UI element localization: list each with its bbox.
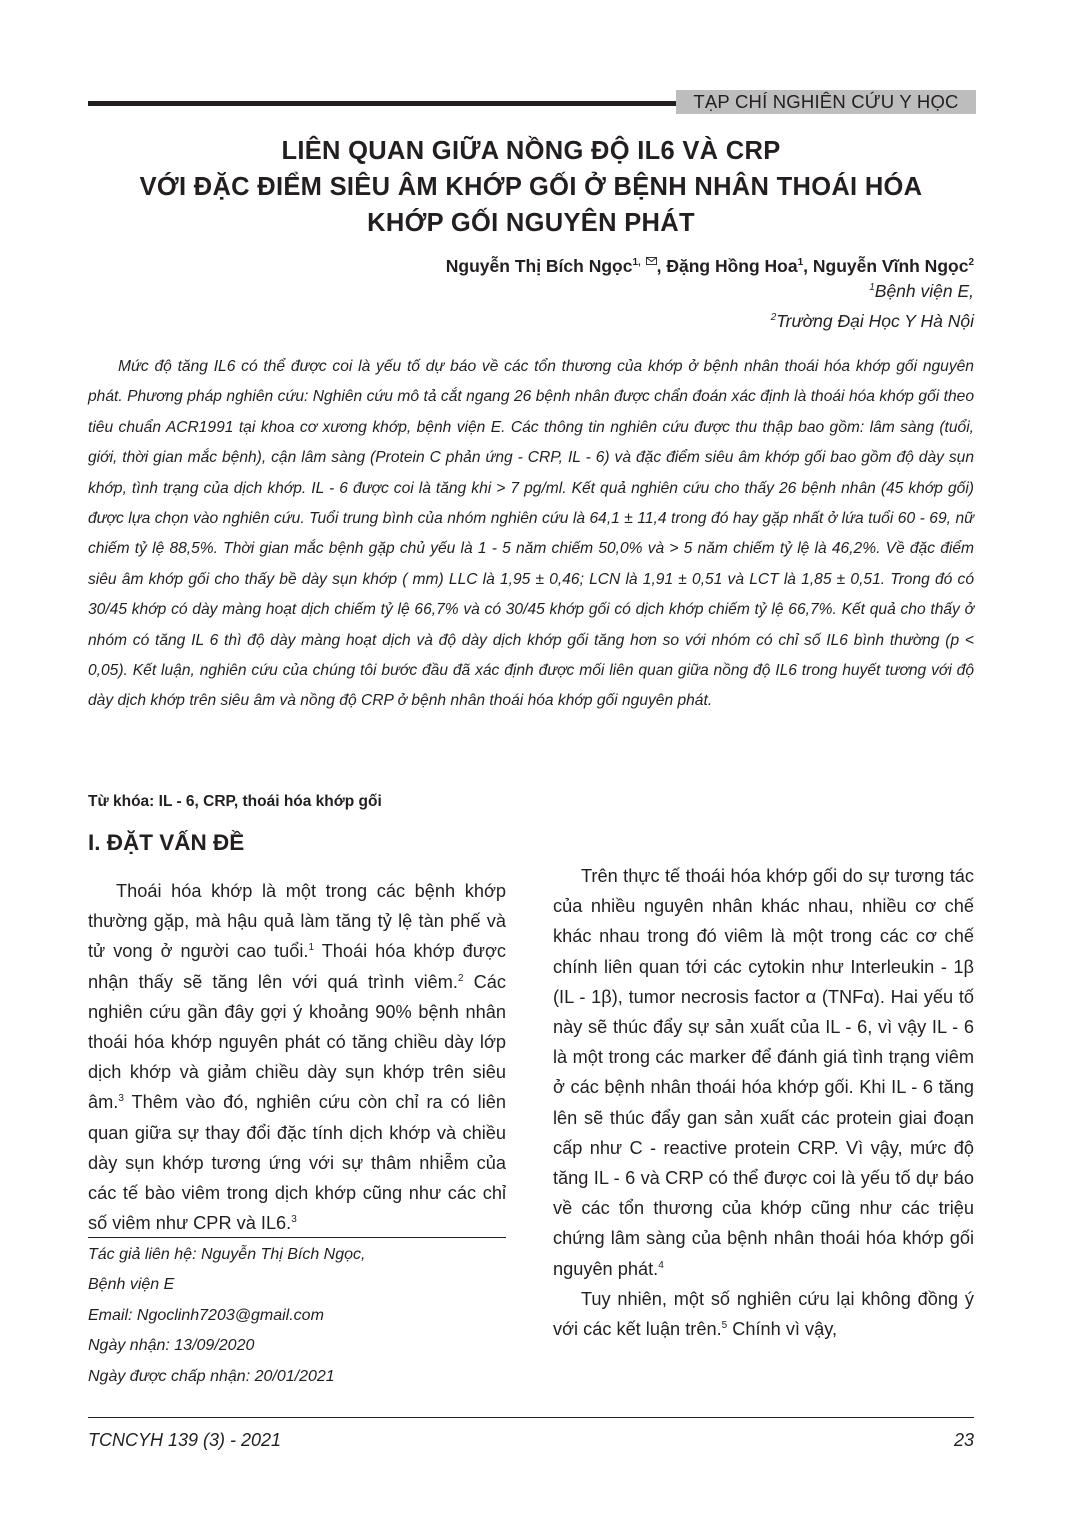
- affiliation-text-2: Trường Đại Học Y Hà Nội: [776, 311, 974, 331]
- journal-citation: TCNCYH 139 (3) - 2021: [88, 1430, 282, 1450]
- sentence: Tuy nhiên, một số nghiên cứu lại không đồng ý với các kết luận trên.: [553, 1288, 974, 1340]
- footer-rule: [88, 1417, 974, 1418]
- footnote-rule: [88, 1237, 506, 1238]
- body-paragraph: [553, 1284, 974, 1344]
- body-column-right: [553, 861, 974, 1344]
- journal-name: TẠP CHÍ NGHIÊN CỨU Y HỌC: [676, 90, 976, 114]
- citation-ref: 1: [308, 942, 315, 954]
- body-column-left: [88, 876, 506, 1238]
- page-number: 23: [953, 1430, 974, 1450]
- author-sup-3: 2: [968, 257, 974, 268]
- author-separator: ,: [803, 255, 813, 276]
- section-heading: I. ĐẶT VẤN ĐỀ: [88, 830, 245, 855]
- author-sup-2: 1: [797, 257, 804, 268]
- contact-email: Email: Ngoclinh7203@gmail.com: [88, 1306, 324, 1324]
- affiliation-2: [771, 311, 974, 332]
- keywords: Từ khóa: IL - 6, CRP, thoái hóa khớp gối: [88, 793, 382, 810]
- author-list: [446, 249, 974, 277]
- citation-ref: 3: [118, 1093, 124, 1105]
- author-sup-1: 1,: [632, 257, 644, 268]
- contact-line: Bệnh viện E: [88, 1276, 175, 1294]
- author-separator: ,: [656, 255, 667, 276]
- citation-ref: 5: [721, 1319, 728, 1331]
- affiliation-1: [869, 281, 974, 302]
- affiliation-sup-1: 1: [869, 282, 875, 294]
- title-line-2: VỚI ĐẶC ĐIỂM SIÊU ÂM KHỚP GỐI Ở BỆNH NHÂN THOÁI HÓA: [139, 173, 923, 201]
- body-paragraph: [553, 861, 974, 1284]
- body-paragraph: [88, 876, 506, 1238]
- author-name-3: Nguyễn Vĩnh Ngọc: [812, 255, 969, 276]
- citation-ref: 3: [291, 1214, 297, 1226]
- affiliation-sup-2: 2: [770, 312, 777, 324]
- author-name-1: Nguyễn Thị Bích Ngọc: [445, 255, 633, 276]
- envelope-icon: [646, 249, 657, 270]
- received-date: Ngày nhận: 13/09/2020: [88, 1337, 255, 1355]
- citation-ref: 4: [658, 1259, 664, 1271]
- sentence: Thoái hóa khớp được nhận thấy sẽ tăng lên với quá trình viêm.: [88, 941, 506, 992]
- accepted-date: Ngày được chấp nhận: 20/01/2021: [88, 1367, 335, 1385]
- sentence: Trên thực tế thoái hóa khớp gối do sự tương tác của nhiều nguyên nhân khác nhau, nhiều cơ chế khác nhau trong đó viêm là một trong các cơ chế chính liên quan tới các cytokin như Interleukin - 1β (IL - 1β), tumor necrosis factor α (TNFα). Hai yếu tố này sẽ thúc đẩy sự sản xuất của IL - 6, vì vậy IL - 6 là một trong các marker để đánh giá tình trạng viêm ở các bệnh nhân thoái hóa khớp gối. Khi IL - 6 tăng lên sẽ thúc đẩy gan sản xuất các protein giai đoạn cấp như C - reactive protein CRP. Vì vậy, mức độ tăng IL - 6 và CRP có thể được coi là yếu tố dự báo về các tổn thương của khớp cũng như các triệu chứng lâm sàng của bệnh nhân thoái hóa khớp gối nguyên phát.: [553, 866, 974, 1279]
- article-title: [88, 133, 974, 241]
- citation-ref: 2: [457, 972, 464, 984]
- sentence: Thêm vào đó, nghiên cứu còn chỉ ra có liên quan giữa sự thay đổi đặc tính dịch khớp và chiều dày sụn khớp tương ứng với sự thâm nhiễm của các tế bào viêm trong dịch khớp cũng như các chỉ số viêm như CPR và IL6.: [88, 1092, 506, 1234]
- affiliation-text-1: Bệnh viện E,: [874, 281, 974, 301]
- title-line-1: LIÊN QUAN GIỮA NỒNG ĐỘ IL6 VÀ CRP: [281, 137, 781, 165]
- sentence: Thoái hóa khớp là một trong các bệnh khớp thường gặp, mà hậu quả làm tăng tỷ lệ tàn phế và tử vong ở người cao tuổi.: [88, 881, 506, 962]
- author-name-2: Đặng Hồng Hoa: [666, 255, 798, 276]
- corresponding-author-info: [88, 1240, 506, 1392]
- header-rule: [88, 101, 676, 106]
- sentence: Chính vì vậy,: [727, 1319, 838, 1340]
- title-line-3: KHỚP GỐI NGUYÊN PHÁT: [367, 209, 695, 237]
- contact-line: Tác giả liên hệ: Nguyễn Thị Bích Ngọc,: [88, 1246, 366, 1263]
- abstract: Mức độ tăng IL6 có thể được coi là yếu tố dự báo về các tổn thương của khớp ở bệnh nhân thoái hóa khớp gối nguyên phát. Phương pháp nghiên cứu: Nghiên cứu mô tả cắt ngang 26 bệnh nhân được chẩn đoán xác định là thoái hóa khớp gối theo tiêu chuẩn ACR1991 tại khoa cơ xương khớp, bệnh viện E. Các thông tin nghiên cứu được thu thập bao gồm: lâm sàng (tuổi, giới, thời gian mắc bệnh), cận lâm sàng (Protein C phản ứng - CRP, IL - 6) và đặc điểm siêu âm khớp gối bao gồm độ dày sụn khớp, tình trạng của dịch khớp. IL - 6 được coi là tăng khi > 7 pg/ml. Kết quả nghiên cứu cho thấy 26 bệnh nhân (45 khớp gối) được lựa chọn vào nghiên cứu. Tuổi trung bình của nhóm nghiên cứu là 64,1 ± 11,4 trong đó hay gặp nhất ở lứa tuổi 60 - 69, nữ chiếm tỷ lệ 88,5%. Thời gian mắc bệnh gặp chủ yếu là 1 - 5 năm chiếm 50,0% và > 5 năm chiếm tỷ lệ là 46,2%. Về đặc điểm siêu âm khớp gối cho thấy bề dày sụn khớp ( mm) LLC là 1,95 ± 0,46; LCN là 1,91 ± 0,51 và LCT là 1,85 ± 0,51. Trong đó có 30/45 khớp có dày màng hoạt dịch chiếm tỷ lệ 66,7% và có 30/45 khớp gối có dịch khớp chiếm tỷ lệ 66,7%. Kết quả cho thấy ở nhóm có tăng IL 6 thì độ dày màng hoạt dịch và độ dày dịch khớp gối tăng hơn so với nhóm có chỉ số IL6 bình thường (p < 0,05). Kết luận, nghiên cứu của chúng tôi bước đầu đã xác định được mối liên quan giữa nồng độ IL6 trong huyết tương với độ dày dịch khớp trên siêu âm và nồng độ CRP ở bệnh nhân thoái hóa khớp gối nguyên phát.: [88, 358, 974, 710]
- sentence: Các nghiên cứu gần đây gợi ý khoảng 90% bệnh nhân thoái hóa khớp nguyên phát có tăng chiều dày lớp dịch khớp và giảm chiều dày sụn khớp trên siêu âm.: [88, 971, 506, 1113]
